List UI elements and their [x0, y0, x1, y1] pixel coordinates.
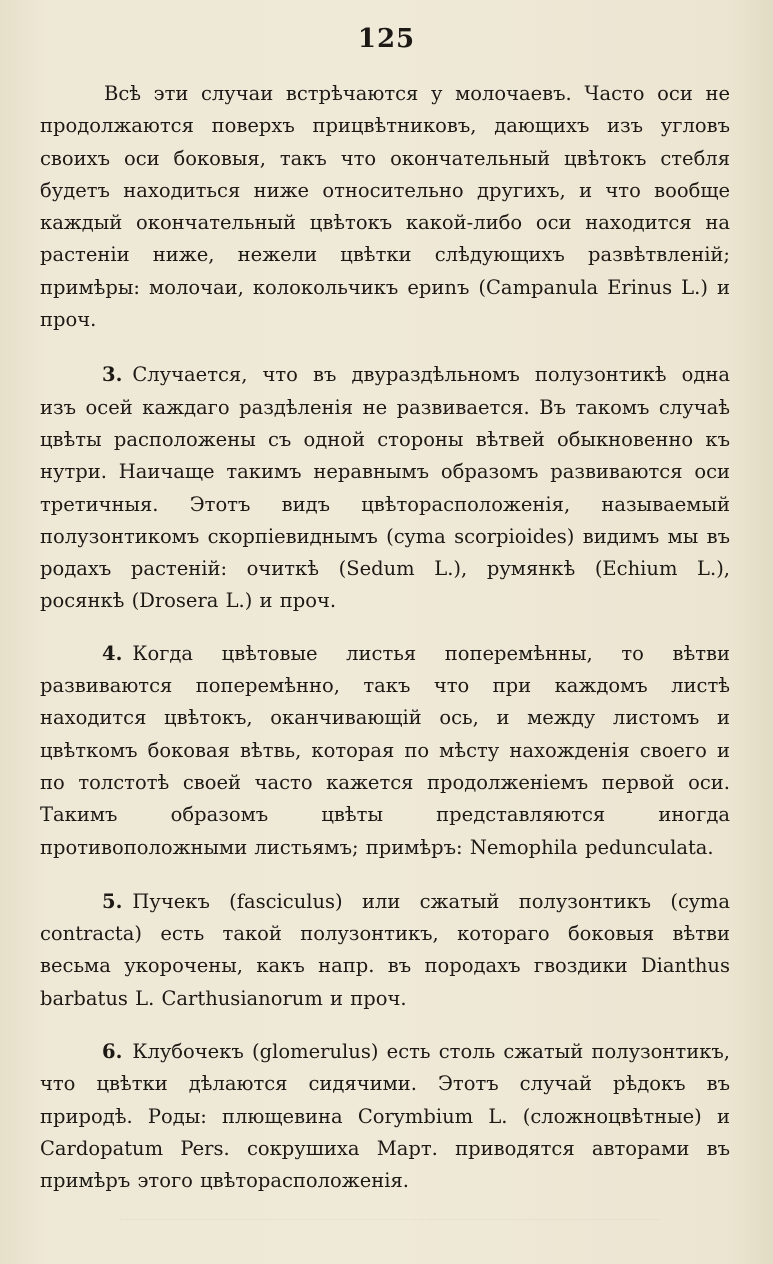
- paragraph-6: [40, 1036, 730, 1197]
- show-through-bleed: [120, 1219, 660, 1234]
- paragraph-5: [40, 886, 730, 1015]
- paragraph-1: [40, 78, 730, 336]
- paragraph-4-number: 4.: [102, 641, 123, 665]
- paragraph-5-text: Пучекъ (fasciculus) или сжатый полузонтикъ (cyma contracta) есть такой полузонтикъ, котораго боковыя вѣтви весьма укорочены, какъ напр. въ породахъ гвоздики Dianthus barbatus L. Carthusianorum и проч.: [40, 889, 730, 1010]
- paragraph-3-text: Случается, что въ двураздѣльномъ полузонтикѣ одна изъ осей каждаго раздѣленія не развивается. Въ такомъ случаѣ цвѣты расположены съ одной стороны вѣтвей обыкновенно къ нутри. Наичаще такимъ неравнымъ образомъ развиваются оси третичныя. Этотъ видъ цвѣторасположенія, называемый полузонтикомъ скорпіевиднымъ (cyma scorpioides) видимъ мы въ родахъ растеній: очиткѣ (Sedum L.), румянкѣ (Echium L.), росянкѣ (Drosera L.) и проч.: [40, 363, 730, 613]
- paragraph-3: [40, 359, 730, 617]
- paragraph-3-number: 3.: [102, 363, 123, 387]
- page-number: 125: [357, 24, 416, 54]
- paragraph-6-number: 6.: [102, 1040, 123, 1064]
- page-body: [40, 78, 730, 1221]
- paragraph-4-text: Когда цвѣтовые листья поперемѣнны, то вѣтви развиваются поперемѣнно, такъ что при каждомъ листѣ находится цвѣтокъ, оканчивающій ось, и между листомъ и цвѣткомъ боковая вѣтвь, которая по мѣсту нахожденія своего и по толстотѣ своей часто кажется продолженіемъ первой оси. Такимъ образомъ цвѣты представляются иногда противоположными листьямъ; примѣръ: Nemophila pedunculata.: [40, 641, 730, 859]
- paragraph-4: [40, 638, 730, 864]
- paragraph-1-text: Всѣ эти случаи встрѣчаются у молочаевъ. Часто оси не продолжаются поверхъ прицвѣтниковъ, дающихъ изъ угловъ своихъ оси боковыя, такъ что окончательный цвѣтокъ стебля будетъ находиться ниже относительно другихъ, и что вообще каждый окончательный цвѣтокъ какой-либо оси находится на растеніи ниже, нежели цвѣтки слѣдующихъ развѣтвленій; примѣры: молочаи, колокольчикъ ериnъ (Campanula Erinus L.) и проч.: [40, 82, 730, 332]
- paragraph-6-text: Клубочекъ (glomerulus) есть столь сжатый полузонтикъ, что цвѣтки дѣлаются сидячими. Этотъ случай рѣдокъ въ природѣ. Роды: плющевина Corymbium L. (сложноцвѣтные) и Cardopatum Pers. сокрушиха Март. приводятся авторами въ примѣръ этого цвѣторасположенія.: [40, 1040, 730, 1193]
- paragraph-5-number: 5.: [102, 889, 123, 913]
